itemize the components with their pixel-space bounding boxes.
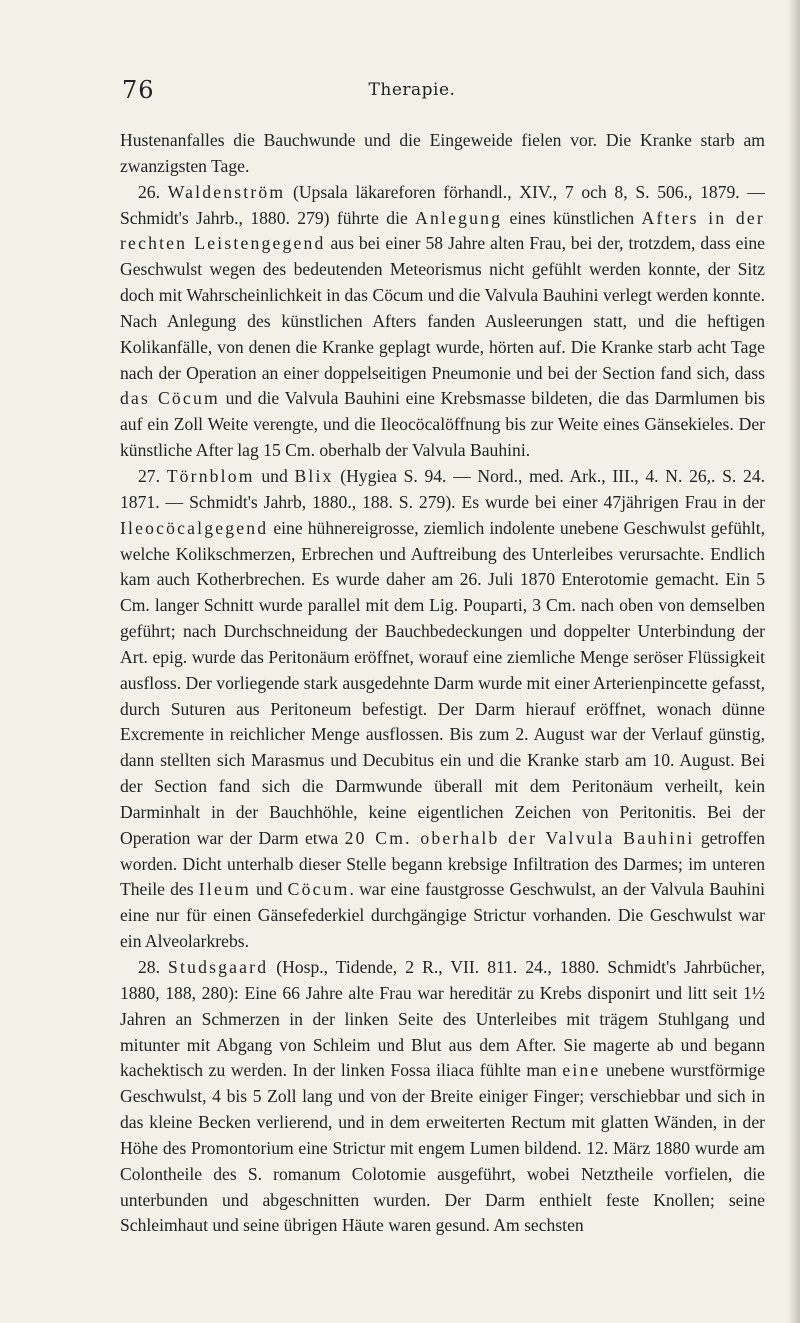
text-run: und die Valvula Bauhini eine Krebsmasse bildeten, die das Darmlumen bis auf ein Zoll Weite verengte, und die Ileocöcalöffnung bis zur Weite eines Gänsekieles. Der künstliche After lag 15 Cm. oberhalb der Valvula Bauhini. — [120, 388, 765, 461]
text-run: 26. — [138, 181, 168, 202]
text-run: (Upsala läkareforen förhandl., XIV., 7 och 8, S. 506., 1879. — Schmidt's Jahrb., 1880. 279) führte die — [120, 181, 765, 228]
text-run: und — [254, 465, 295, 486]
paragraph-continuation — [120, 128, 765, 180]
text-run: eine hühnereigrosse, ziemlich indolente unebene Geschwulst gefühlt, welche Kolikschmerzen, Erbrechen und Auftreibung des Unterleibes verursachte. Endlich kam auch Kotherbrechen. Es wurde daher am 26. Juli 1870 Enterotomie gemacht. Ein 5 Cm. langer Schnitt wurde parallel mit dem Lig. Pouparti, 3 Cm. nach oben von demselben geführt; nach Durchschneidung der Bauchbedeckungen und doppelter Unterbindung der Art. epig. wurde das Peritonäum eröffnet, worauf eine ziemliche Menge seröser Flüssigkeit ausfloss. Der vorliegende stark ausgedehnte Darm wurde mit einer Arterienpincette gefasst, durch Suturen aus Peritoneum befestigt. Der Darm hierauf eröffnet, wonach dünne Excremente in reichlicher Menge ausflossen. Bis zum 2. August war der Verlauf günstig, dann stellten sich Marasmus und Decubitus ein und die Kranke starb am 10. August. Bei der Section fand sich die Darmwunde überall mit dem Peritonäum verheilt, kein Darminhalt in der Bauchhöhle, keine eigentlichen Zeichen von Peritonitis. Bei der Operation war der Darm etwa — [120, 517, 765, 848]
spaced-emphasis: Ileocöcalgegend — [120, 517, 269, 538]
spaced-emphasis: Törnblom — [166, 465, 255, 486]
page-header — [122, 76, 702, 110]
body-text — [120, 128, 765, 1239]
spaced-emphasis: Blix — [294, 465, 334, 486]
text-run: 27. — [138, 465, 167, 486]
text-run: (Hygiea S. 94. — Nord., med. Ark., III., 4. N. 26,. S. 24. 1871. — Schmidt's Jahrb, 1880., 188. S. 279). Es wurde bei einer 47jährigen Frau in der — [120, 465, 766, 512]
paragraph-entry-26 — [120, 180, 765, 464]
text-run: Hustenanfalles die Bauchwunde und die Eingeweide fielen vor. Die Kranke starb am zwanzigsten Tage. — [120, 130, 765, 176]
paragraph-entry-27 — [120, 464, 765, 955]
spaced-emphasis: Anlegung — [415, 207, 503, 228]
page-number: 76 — [122, 76, 155, 104]
spaced-emphasis: 20 Cm. oberhalb der Valvula Bauhini — [344, 827, 695, 848]
spaced-emphasis: Ileum — [198, 879, 251, 900]
text-run: unebene wurstförmige Geschwulst, 4 bis 5 Zoll lang und von der Breite einiger Finger; verschiebbar und sich in das kleine Becken verlierend, und in dem erweiterten Rectum mit glatten Wänden, in der Höhe des Promontorium eine Strictur mit engem Lumen bildend. 12. März 1880 wurde am Colontheile des S. romanum Colotomie ausgeführt, wobei Netztheile vorfielen, die unterbunden und abgeschnitten wurden. Der Darm enthielt feste Knollen; seine Schleimhaut und seine übrigen Häute waren gesund. Am sechsten — [120, 1060, 766, 1236]
spaced-emphasis: eine — [562, 1060, 601, 1081]
spaced-emphasis: Afters in der rechten Leistengegend — [120, 207, 765, 254]
text-run: . war eine faustgrosse Geschwulst, an der Valvula Bauhini eine nur für einen Gänsefederkiel durchgängige Strictur vorhanden. Die Geschwulst war ein Alveolarkrebs. — [120, 879, 765, 952]
text-run: 28. — [138, 957, 169, 977]
text-run: aus bei einer 58 Jahre alten Frau, bei der, trotzdem, dass eine Geschwulst wegen des bedeutenden Meteorismus nicht gefühlt werden konnte, der Sitz doch mit Wahrscheinlichkeit in das Cöcum und die Valvula Bauhini verlegt werden konnte. Nach Anlegung des künstlichen Afters fanden Ausleerungen statt, und die heftigen Kolikanfälle, von denen die Kranke geplagt wurde, hörten auf. Die Kranke starb acht Tage nach der Operation an einer doppelseitigen Pneumonie und bei der Section fand sich, dass — [120, 233, 765, 383]
spaced-emphasis: Cöcum — [287, 879, 350, 900]
spaced-emphasis: das Cöcum — [120, 388, 220, 409]
text-run: eines künstlichen — [502, 207, 642, 228]
text-run: (Hosp., Tidende, 2 R., VII. 811. 24., 1880. Schmidt's Jahrbücher, 1880, 188, 280): Eine 66 Jahre alte Frau war hereditär zu Krebs disponirt und litt seit 1½ Jahren an Schmerzen in der linken Seite des Unterleibes mit trägem Stuhlgang und mitunter mit Abgang von Schleim und Blut aus dem After. Sie magerte ab und begann kachektisch zu werden. In der linken Fossa iliaca fühlte man — [120, 957, 765, 1081]
text-run: getroffen worden. Dicht unterhalb dieser Stelle begann krebsige Infiltration des Darmes; im unteren Theile des — [120, 827, 765, 900]
spaced-emphasis: Waldenström — [167, 181, 286, 202]
paragraph-entry-28 — [120, 955, 765, 1239]
running-head: Therapie. — [368, 80, 456, 100]
spaced-emphasis: Studsgaard — [168, 957, 269, 977]
text-run: und — [250, 879, 288, 900]
page-edge-shadow — [788, 0, 800, 1323]
